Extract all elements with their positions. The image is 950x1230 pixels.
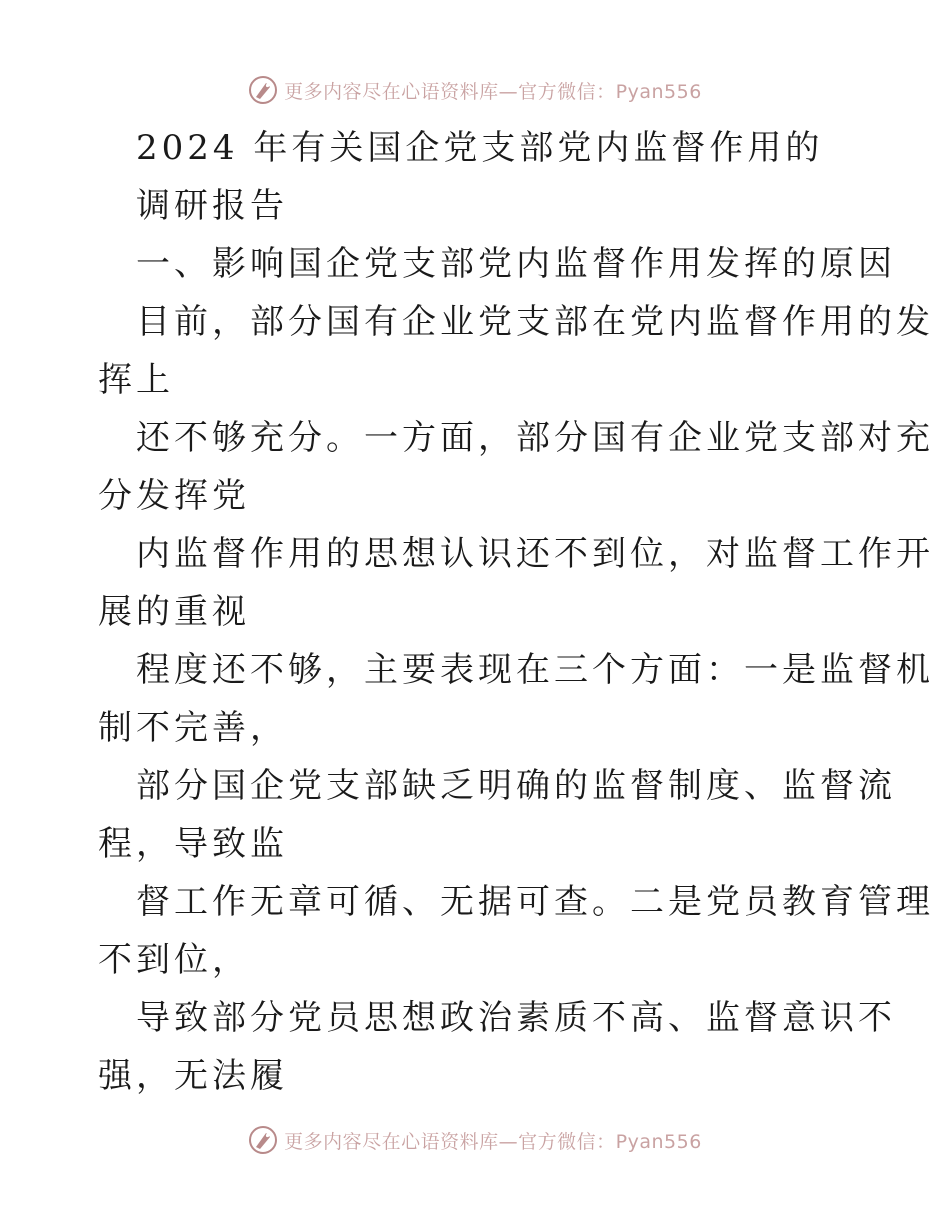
header-watermark	[0, 70, 950, 110]
title-line-1: 2024 年有关国企党支部党内监督作用的	[136, 128, 824, 168]
footer-watermark	[0, 1120, 950, 1160]
paragraph-line: 展的重视	[98, 592, 250, 632]
paragraph-line: 部分国企党支部缺乏明确的监督制度、监督流	[136, 766, 896, 806]
paragraph-line: 程，导致监	[98, 824, 288, 864]
watermark-text: 更多内容尽在心语资料库—官方微信：Pyan556	[284, 1130, 702, 1153]
paragraph-line: 程度还不够，主要表现在三个方面：一是监督机	[136, 650, 934, 690]
paragraph-line: 还不够充分。一方面，部分国有企业党支部对充	[136, 418, 934, 458]
paragraph-line: 导致部分党员思想政治素质不高、监督意识不	[136, 998, 896, 1038]
paragraph-line: 内监督作用的思想认识还不到位，对监督工作开	[136, 534, 934, 574]
paragraph-line: 督工作无章可循、无据可查。二是党员教育管理	[136, 882, 934, 922]
section-heading: 一、影响国企党支部党内监督作用发挥的原因	[136, 244, 896, 284]
paragraph-line: 挥上	[98, 360, 174, 400]
paragraph-line: 目前，部分国有企业党支部在党内监督作用的发	[136, 302, 934, 342]
pen-nib-logo-icon	[248, 75, 278, 105]
paragraph-line: 强，无法履	[98, 1056, 288, 1096]
watermark-text: 更多内容尽在心语资料库—官方微信：Pyan556	[284, 80, 702, 103]
paragraph-line: 不到位，	[98, 940, 250, 980]
paragraph-line: 分发挥党	[98, 476, 250, 516]
paragraph-line: 制不完善，	[98, 708, 288, 748]
pen-nib-logo-icon	[248, 1125, 278, 1155]
title-line-2: 调研报告	[136, 186, 288, 226]
